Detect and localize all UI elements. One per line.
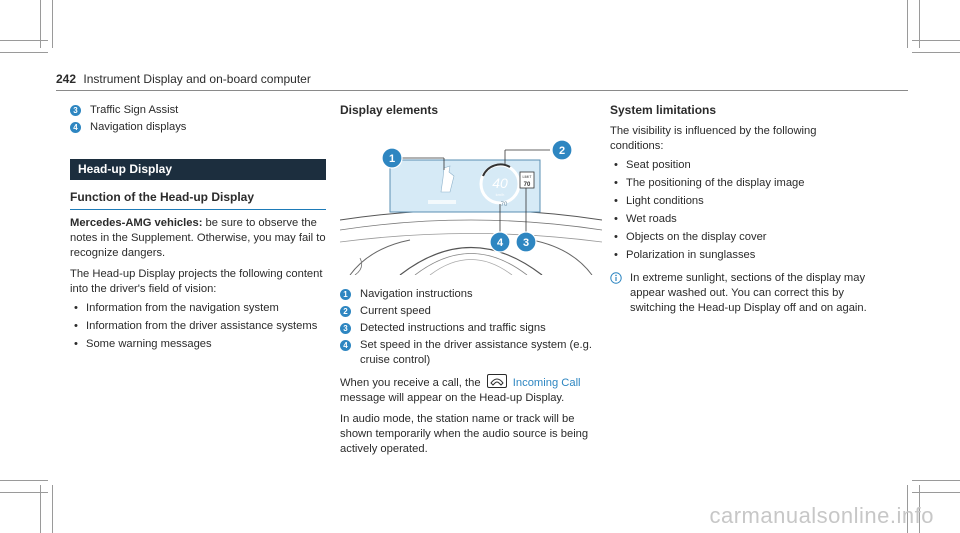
- list-item-text: Navigation instructions: [360, 288, 473, 300]
- info-note: [610, 271, 872, 316]
- info-note-text: In extreme sunlight, sections of the display may appear washed out. You can correct this by switching the Head-up Display off and on again.: [630, 272, 867, 314]
- bullet-item: • Information from the navigation system: [70, 301, 326, 316]
- bullet-item: • Wet roads: [610, 212, 872, 227]
- crop-mark: [912, 480, 960, 481]
- page-header-title: Instrument Display and on-board computer: [83, 72, 311, 86]
- callout-badge-1: [382, 148, 402, 168]
- paragraph-text: message will appear on the Head-up Display.: [340, 392, 565, 404]
- bullet-item: • Objects on the display cover: [610, 230, 872, 245]
- column-3: [610, 103, 872, 316]
- paragraph-bold-lead: Mercedes-AMG vehicles:: [70, 217, 203, 229]
- list-item-text: Navigation displays: [90, 121, 187, 133]
- number-badge: 4: [70, 122, 81, 133]
- crop-mark: [0, 480, 48, 481]
- list-item: [340, 338, 602, 368]
- bullet-list: [610, 158, 872, 263]
- paragraph-text: When you receive a call, the: [340, 377, 481, 389]
- set-speed-value: 70: [500, 202, 508, 208]
- hud-illustration: [340, 130, 602, 275]
- paragraph: [70, 216, 326, 261]
- list-item: [340, 321, 602, 336]
- list-item: [340, 287, 602, 302]
- section-heading: System limitations: [610, 103, 717, 117]
- number-badge: 3: [70, 105, 81, 116]
- column-1: [70, 103, 326, 355]
- list-item-text: Detected instructions and traffic signs: [360, 322, 546, 334]
- paragraph: [340, 374, 602, 406]
- number-badge: 4: [340, 340, 351, 351]
- list-item-text: Current speed: [360, 305, 431, 317]
- info-icon: [610, 272, 622, 284]
- crop-mark: [52, 485, 53, 533]
- bullet-item: • Polarization in sunglasses: [610, 248, 872, 263]
- speed-limit-label: LIMIT: [522, 175, 532, 179]
- crop-mark: [0, 52, 48, 53]
- page-header: [56, 72, 311, 86]
- bullet-list: [70, 301, 326, 352]
- bullet-item: • Information from the driver assistance systems: [70, 319, 326, 334]
- crop-mark: [0, 40, 48, 41]
- paragraph: The visibility is influenced by the following conditions:: [610, 125, 817, 152]
- svg-text:3: 3: [522, 237, 530, 249]
- callout-badge-3: [516, 232, 536, 252]
- list-item: [70, 103, 326, 118]
- section-heading: Display elements: [340, 103, 439, 117]
- current-speed-value: 40: [492, 175, 508, 191]
- crop-mark: [52, 0, 53, 48]
- crop-mark: [0, 492, 48, 493]
- watermark: carmanualsonline.info: [709, 503, 934, 528]
- svg-text:2: 2: [558, 145, 566, 157]
- column-2: [340, 103, 602, 457]
- paragraph: The Head-up Display projects the following content into the driver's field of vision:: [70, 268, 323, 295]
- hud-illustration-svg: [340, 130, 602, 275]
- list-item-text: Traffic Sign Assist: [90, 104, 179, 116]
- crop-mark: [912, 492, 960, 493]
- incoming-call-label: Incoming Call: [512, 377, 581, 389]
- phone-call-icon: [487, 374, 507, 388]
- list-item-text: Set speed in the driver assistance system (e.g. cruise control): [360, 339, 592, 366]
- number-badge: 1: [340, 289, 351, 300]
- callout-badge-4: [490, 232, 510, 252]
- page-number: 242: [56, 72, 77, 86]
- svg-text:4: 4: [496, 237, 504, 249]
- header-rule: [56, 90, 908, 91]
- paragraph-text: be sure to observe the notes in the Supplement. Otherwise, you may fail to recognize dangers.: [70, 217, 326, 259]
- subsection-title: Function of the Head-up Display: [70, 190, 326, 210]
- svg-text:1: 1: [388, 153, 396, 165]
- speed-limit-value: 70: [523, 182, 531, 188]
- bullet-item: • Some warning messages: [70, 337, 326, 352]
- callout-badge-2: [552, 140, 572, 160]
- number-badge: 3: [340, 323, 351, 334]
- speed-unit: km/h: [495, 192, 505, 197]
- crop-mark: [912, 52, 960, 53]
- bullet-item: • The positioning of the display image: [610, 176, 872, 191]
- bullet-item: • Light conditions: [610, 194, 872, 209]
- paragraph: In audio mode, the station name or track will be shown temporarily when the audio source is being actively operated.: [340, 413, 589, 455]
- crop-mark: [912, 40, 960, 41]
- bullet-item: • Seat position: [610, 158, 872, 173]
- section-title-bar: Head-up Display: [70, 159, 326, 180]
- list-item: [70, 120, 326, 135]
- crop-mark: [907, 0, 908, 48]
- number-badge: 2: [340, 306, 351, 317]
- list-item: [340, 304, 602, 319]
